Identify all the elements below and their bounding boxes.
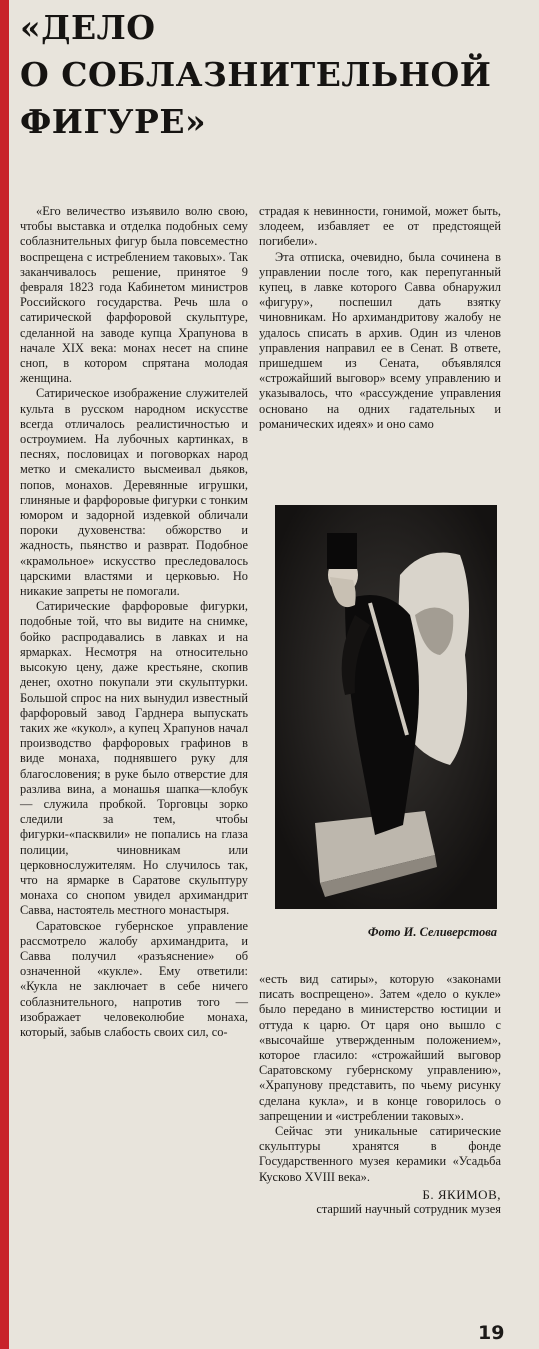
figurine-photo [275,505,497,909]
author-title: старший научный сотрудник музея [316,1202,501,1217]
paragraph: Сейчас эти уникальные сатирические скульптуры хранятся в фонде Государственного музея керамики «Усадьба Кусково XVIII века». [259,1124,501,1184]
monk-figurine-illustration [275,505,497,909]
paragraph: «Его величество изъявило волю свою, чтобы выставка и отделка подобных сему соблазнительных фигур была повсеместно воспрещена с истреблением таковых». Так заканчивалось решение, принятое 9 февраля 1823 года Кабинетом министров Российского государства. Речь шла о сатирической фарфоровой скульптуре, сделанной на заводе купца Храпунова в начале XIX века: монах несет на спине сноп, в котором спрятана молодая женщина. [20,204,248,386]
title-line-1: «ДЕЛО [20,8,156,47]
paragraph: Сатирические фарфоровые фигурки, подобные той, что вы видите на снимке, бойко распродавались в лавках и на ярмарках. Несмотря на относительно высокую цену, даже крестьяне, скопив денег, охотно покупали эти скульптурки. Большой спрос на них вынудил известный фарфоровый завод Гарднера выпускать таких же «кукол», а купец Храпунов начал производство фарфоровых графинов в виде монаха, поднявшего руку для благословения; в руке было отверстие для разлива вина, а монашья шапка—клобук — служила пробкой. Торговцы зорко следили за тем, чтобы фигурки-«пасквили» не попались на глаза полиции, чиновникам или церковнослужителям. Но случилось так, что на ярмарке в Саратове скульптуру монаха со снопом увидел архимандрит Савва, настоятель местного монастыря. [20,599,248,918]
red-margin-bar [0,0,9,1349]
right-text-column-bottom [259,972,501,1217]
paragraph: Сатирическое изображение служителей культа в русском народном искусстве всегда отличалось реалистичностью и остроумием. На лубочных картинках, в песнях, пословицах и поговорках народ метко и смекалисто высмеивал дьяков, попов, монахов. Деревянные игрушки, глиняные и фарфоровые фигурки с тонким юмором и задорной издевкой обличали пороки духовенства: обжорство и жадность, пьянство и разврат. Подобное «крамольное» искусство преследовалось царскими властями и церковью. Но никакие запреты не помогали. [20,386,248,599]
photo-caption: Фото И. Селиверстова [367,925,497,939]
title-line-2: О СОБЛАЗНИТЕЛЬНОЙ [20,55,492,94]
left-text-column [20,204,248,1040]
paragraph: Саратовское губернское управление рассмотрело жалобу архимандрита, и Савва получил «разъяснение» об означенной «кукле». Ему ответили: «Кукла не заключает в себе ничего соблазнительного, напротив того — изображает человеколюбие монаха, который, забыв слабость своих сил, со- [20,918,248,1039]
paragraph: Эта отписка, очевидно, была сочинена в управлении после того, как перепуганный купец, в лавке которого Савва обнаружил «фигуру», поспешил дать взятку чиновникам. Но архимандритову жалобу не удалось списать в архив. Один из членов управления направил ее в Сенат. В ответе, пришедшем из Сената, объявлялся «строжайший выговор» всему управлению и указывалось, что «рассуждение управления основано на одних гадательных и романических идеях» и оно само [259,249,501,431]
paragraph: «есть вид сатиры», которую «законами писать воспрещено». Затем «дело о кукле» было передано в министерство юстиции и оттуда к царю. От царя оно вышло с «высочайше утвержденным положением», которое гласило: «строжайший выговор Саратовскому губернскому управлению», «Храпунову представить, по чьему рисунку сделана кукла», и в конце говорилось о запрещении и «истреблении таковых». [259,972,501,1123]
right-text-column-top [259,204,501,432]
title-line-3: ФИГУРЕ» [20,102,207,141]
article-title [20,4,492,145]
paragraph: страдая к невинности, гонимой, может быть, злодеем, избавляет ее от предстоящей погибели». [259,204,501,249]
page-number: 19 [478,1322,505,1344]
author-name: Б. ЯКИМОВ, [422,1186,501,1202]
